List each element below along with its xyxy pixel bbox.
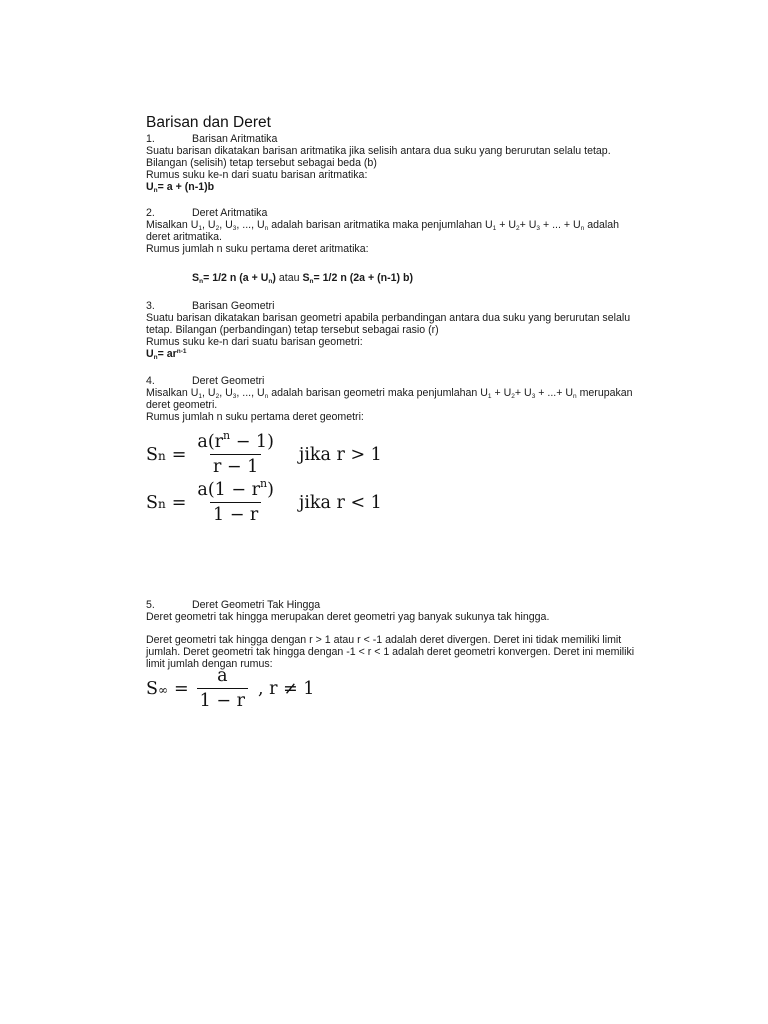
section-number: 2.	[146, 207, 155, 219]
section-title: Barisan Aritmatika	[192, 133, 278, 145]
section-3-heading	[146, 300, 274, 312]
paragraph-line: Suatu barisan dikatakan barisan geometri apabila perbandingan antara dua suku yang berurutan selalu	[146, 312, 631, 324]
section-title: Deret Aritmatika	[192, 207, 268, 219]
paragraph-line: deret aritmatika.	[146, 231, 222, 243]
section-title: Deret Geometri	[192, 375, 265, 387]
paragraph-line: deret geometri.	[146, 399, 218, 411]
section-1-heading	[146, 133, 277, 145]
paragraph-line: Bilangan (selisih) tetap tersebut sebagai beda (b)	[146, 157, 377, 169]
formula-arithmetic-sum: $S_n= 1/2$ n $(a + U_n)$ atau $S_n= 1/2$ n (2a + (n-1) b)	[192, 272, 414, 285]
page-title: Barisan dan Deret	[146, 114, 271, 131]
paragraph-line: Rumus suku ke-n dari suatu barisan geometri:	[146, 336, 363, 348]
section-number: 5.	[146, 599, 155, 611]
paragraph-line: Misalkan $U_1$, $U_2$, $U_3$, ..., $U_n$ adalah barisan geometri maka penjumlahan $U_1 + U_2+ U_3$ + ...+ $U_n$ merupakan	[146, 387, 633, 400]
formula-geometric-term: $U_n= ar^{n-1}$	[146, 348, 187, 361]
formula-infinite-geometric-sum: S ∞ = $\frac{a}{1 - r}$ , r ≠ 1	[146, 666, 315, 711]
paragraph-line: Rumus jumlah n suku pertama deret aritmatika:	[146, 243, 369, 255]
formula-geometric-sum-r-less-1: S n = $\frac{a(1 - r^n)}{1 - r}$ jika r < 1	[146, 477, 382, 525]
paragraph-line: Rumus jumlah n suku pertama deret geometri:	[146, 411, 364, 423]
formula-geometric-sum-r-greater-1: S n = $\frac{a(r^n - 1)}{r - 1}$ jika r > 1	[146, 429, 382, 477]
paragraph-line: jumlah. Deret geometri tak hingga dengan -1 < r < 1 adalah deret geometri konvergen. Deret ini memiliki	[146, 646, 635, 658]
paragraph-line: Suatu barisan dikatakan barisan aritmatika jika selisih antara dua suku yang berurutan selalu tetap.	[146, 145, 611, 157]
paragraph-line: Deret geometri tak hingga merupakan deret geometri yag banyak sukunya tak hingga.	[146, 611, 550, 623]
section-number: 1.	[146, 133, 155, 145]
paragraph-line: tetap. Bilangan (perbandingan) tetap tersebut sebagai rasio (r)	[146, 324, 439, 336]
formula-arithmetic-term: $U_n= a + (n-1)b$	[146, 181, 215, 194]
paragraph-line: limit jumlah dengan rumus:	[146, 658, 273, 670]
section-number: 3.	[146, 300, 155, 312]
paragraph-line: Rumus suku ke-n dari suatu barisan aritmatika:	[146, 169, 368, 181]
section-4-heading	[146, 375, 264, 387]
paragraph-line: Deret geometri tak hingga dengan r > 1 atau r < -1 adalah deret divergen. Deret ini tidak memiliki limit	[146, 634, 622, 646]
section-title: Deret Geometri Tak Hingga	[192, 599, 321, 611]
section-number: 4.	[146, 375, 155, 387]
section-5-heading	[146, 599, 320, 611]
section-2-heading	[146, 207, 267, 219]
paragraph-line: Misalkan $U_1$, $U_2$, $U_3$, ..., $U_n$ adalah barisan aritmatika maka penjumlahan $U_1 + U_2+ U_3$ + ... + $U_n$ adalah	[146, 219, 620, 232]
section-title: Barisan Geometri	[192, 300, 275, 312]
